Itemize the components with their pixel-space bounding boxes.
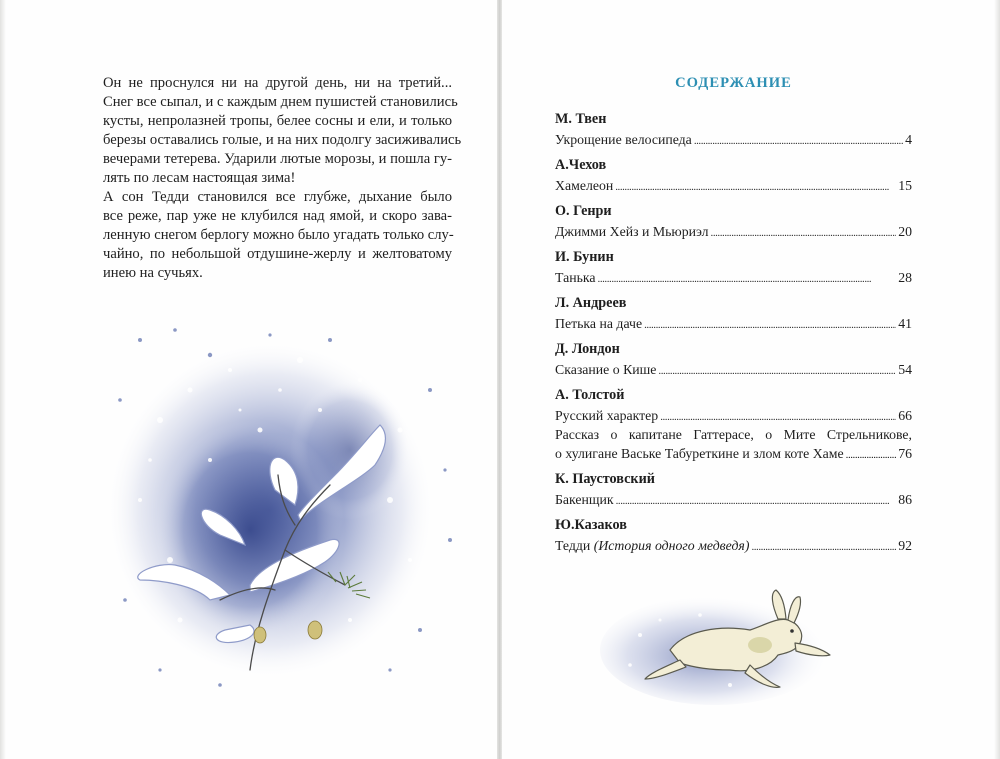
leader-dots [711,222,897,241]
story-line: Снег все сыпал, и с каждым днем пушистей становились [103,94,458,110]
toc-page-number: 86 [898,492,912,507]
leader-dots [598,268,897,287]
toc-entry[interactable] [555,268,912,287]
toc-entry-title: Бакенщик [555,492,614,507]
toc-page-number: 54 [898,362,912,377]
left-page [0,0,497,759]
toc-entry-title: Джимми Хейз и Мьюриэл [555,224,709,239]
story-paragraph-2 [75,188,452,283]
toc-entry[interactable] [555,360,912,379]
story-text [75,74,462,283]
toc-entry[interactable] [555,425,912,463]
toc-page-number: 66 [898,408,912,423]
leader-dots [658,360,896,379]
story-line: вечерами тетерева. Ударили лютые морозы, и пошла гу- [103,151,452,167]
toc-entry-subtitle: (История одного медведя) [593,538,750,553]
story-line: кусты, непролазней тропы, белее сосны и ели, и только [103,113,452,129]
toc-entry[interactable] [555,222,912,241]
toc-author: М. Твен [555,111,607,127]
story-line: Он не проснулся ни на другой день, ни на третий... [103,75,452,91]
toc-author: А. Толстой [555,387,625,403]
leader-dots [644,314,896,333]
page-edge-shadow [994,0,1000,759]
leader-dots [846,444,897,463]
story-line: А сон Тедди становился все глубже, дыхание было [103,189,452,205]
toc-entry-title-main: Тедди [555,538,591,553]
toc-entry[interactable] [555,406,912,425]
toc-entry-title: Танька [555,270,596,285]
toc-page-number: 92 [898,538,912,553]
toc-page-number: 28 [898,270,912,285]
toc-entry[interactable] [555,176,912,195]
leader-dots [694,130,903,149]
story-line: все реже, пар уже не клубился над ямой, и скоро зава- [103,208,452,224]
toc-entry[interactable] [555,536,912,555]
toc-author: Л. Андреев [555,295,627,311]
toc-entry[interactable] [555,490,912,509]
toc-page-number: 15 [898,178,912,193]
toc-entry-title: Русский характер [555,408,659,423]
toc-entry-title: Хамелеон [555,178,614,193]
toc-author: Ю.Казаков [555,517,627,533]
leader-dots [751,536,896,555]
toc-heading: СОДЕРЖАНИЕ [675,75,792,91]
toc-entry-title: Сказание о Кише [555,362,657,377]
toc-author: А.Чехов [555,157,607,173]
toc-author: Д. Лондон [555,341,620,357]
story-line: березы оставались голые, и на них подолгу засиживались [103,132,462,148]
toc-entry-title-line2: о хулигане Ваське Табуреткине и злом коте Хаме [555,446,844,461]
toc-entry-title: Петька на даче [555,316,643,331]
toc-entry-title-line1: Рассказ о капитане Гаттерасе, о Мите Стрельникове, [555,427,912,442]
toc-author: О. Генри [555,203,612,219]
toc-page-number: 76 [898,446,912,461]
toc-entry[interactable] [555,314,912,333]
story-line: чайно, по небольшой отдушине-жерлу и желтоватому [103,246,452,262]
snowy-fir-branch-illustration [100,300,470,700]
toc-entry[interactable] [555,130,912,149]
leader-dots [616,490,897,509]
story-line: ленную снегом берлогу можно было угадать только слу- [103,227,454,243]
toc-page-number: 4 [905,132,912,147]
story-line: лять по лесам настоящая зима! [103,170,296,186]
toc-author: И. Бунин [555,249,614,265]
toc-entry-title: Укрощение велосипеда [555,132,692,147]
leader-dots [615,176,896,195]
leader-dots [660,406,896,425]
story-paragraph-1 [75,74,462,188]
running-hare-illustration [600,575,850,710]
toc-page-number: 41 [898,316,912,331]
toc-entry-title-line2-row [555,444,912,463]
toc-entry-title [555,536,749,555]
story-line: инею на сучьях. [103,265,203,281]
page-edge-shadow [0,0,6,759]
toc-page-number: 20 [898,224,912,239]
toc-author: К. Паустовский [555,471,655,487]
table-of-contents [555,110,912,555]
